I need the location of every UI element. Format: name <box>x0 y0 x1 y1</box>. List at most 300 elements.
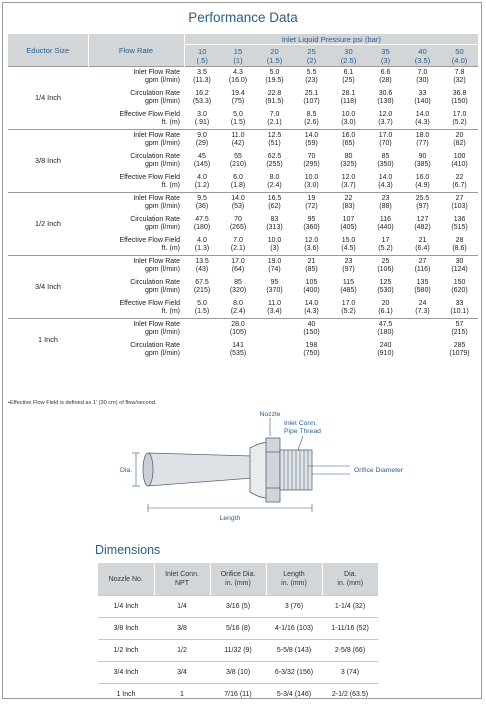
value-cell <box>184 319 220 340</box>
parameter-label: Effective Flow Field <box>88 237 180 245</box>
table-row <box>98 640 378 662</box>
parameter-unit: gpm (l/min) <box>88 77 180 85</box>
value-cell <box>367 88 404 109</box>
value-imperial: 4.3 <box>220 69 256 77</box>
value-cell <box>293 193 330 214</box>
value-imperial: 95 <box>256 279 293 287</box>
eductor-diagram <box>118 408 418 538</box>
parameter-label: Inlet Flow Rate <box>88 132 180 140</box>
value-metric: (70) <box>367 140 404 148</box>
value-metric: (295) <box>293 161 330 169</box>
value-cell <box>330 172 367 193</box>
value-cell <box>293 151 330 172</box>
parameter-unit: gpm (l/min) <box>88 161 180 169</box>
value-cell <box>220 151 256 172</box>
value-imperial: 57 <box>441 321 478 329</box>
eductor-size-header: Eductor Size <box>8 34 88 67</box>
pressure-bar: (3.5) <box>404 56 441 65</box>
value-metric: (215) <box>184 287 220 295</box>
value-cell <box>256 67 293 88</box>
value-metric: (313) <box>256 224 293 232</box>
value-metric: (215) <box>441 329 478 337</box>
value-metric: (11.3) <box>184 77 220 85</box>
value-metric: (105) <box>220 329 256 337</box>
pressure-bar: (1.5) <box>256 56 293 65</box>
pressure-psi: 25 <box>293 47 330 56</box>
parameter-label: Inlet Flow Rate <box>88 258 180 266</box>
value-imperial: 33 <box>441 300 478 308</box>
value-metric: (410) <box>441 161 478 169</box>
value-imperial: 12.0 <box>367 111 404 119</box>
value-imperial: 17.0 <box>367 132 404 140</box>
value-imperial: 15.0 <box>330 237 367 245</box>
value-imperial: 85 <box>367 153 404 161</box>
value-metric: (8.6) <box>441 245 478 253</box>
value-cell <box>220 130 256 151</box>
parameter-cell <box>88 298 184 319</box>
value-metric: (6.1) <box>367 308 404 316</box>
value-metric: (150) <box>441 98 478 106</box>
value-cell <box>441 214 478 235</box>
value-metric: (75) <box>220 98 256 106</box>
parameter-unit: ft. (m) <box>88 182 180 190</box>
value-cell <box>256 88 293 109</box>
header-line: in. (mm) <box>212 579 265 588</box>
value-imperial: 10.0 <box>256 237 293 245</box>
value-metric: (1.2) <box>184 182 220 190</box>
pressure-column-header <box>441 45 478 67</box>
value-metric: (405) <box>330 224 367 232</box>
value-imperial: 21 <box>293 258 330 266</box>
value-imperial: 11.0 <box>256 300 293 308</box>
pressure-psi: 30 <box>330 47 367 56</box>
value-imperial: 12.5 <box>256 132 293 140</box>
value-cell <box>441 193 478 214</box>
value-cell <box>184 193 220 214</box>
parameter-label: Circulation Rate <box>88 279 180 287</box>
value-cell <box>256 298 293 319</box>
table-row <box>8 256 478 277</box>
value-metric: (28) <box>367 77 404 85</box>
value-cell <box>404 193 441 214</box>
value-imperial: 14.0 <box>220 195 256 203</box>
value-metric: (210) <box>220 161 256 169</box>
value-imperial: 14.0 <box>404 111 441 119</box>
value-metric: (370) <box>256 287 293 295</box>
value-imperial: 22.8 <box>256 90 293 98</box>
value-imperial: 14.0 <box>293 300 330 308</box>
value-imperial: 150 <box>441 279 478 287</box>
header-line: Dia. <box>324 570 378 579</box>
value-cell <box>256 193 293 214</box>
value-metric: (.91) <box>184 119 220 127</box>
parameter-cell <box>88 151 184 172</box>
value-cell <box>293 256 330 277</box>
parameter-label: Inlet Flow Rate <box>88 195 180 203</box>
value-imperial: 25.1 <box>293 90 330 98</box>
value-metric: (103) <box>441 203 478 211</box>
value-cell <box>441 151 478 172</box>
value-metric: (5.2) <box>330 308 367 316</box>
dimensions-cell: 7/16 (11) <box>210 684 266 705</box>
value-imperial: 4.0 <box>184 237 220 245</box>
value-metric: (82) <box>441 140 478 148</box>
dimensions-cell: 3/8 (10) <box>210 662 266 684</box>
value-metric: (1.3) <box>184 245 220 253</box>
value-imperial: 90 <box>404 153 441 161</box>
dimensions-cell: 3/4 Inch <box>98 662 154 684</box>
dimensions-cell: 1/4 Inch <box>98 596 154 618</box>
pressure-bar: (3) <box>367 56 404 65</box>
dimensions-cell: 1-11/16 (52) <box>322 618 378 640</box>
pipe-thread-label: Pipe Thread <box>284 428 321 435</box>
table-row <box>98 662 378 684</box>
header-line: Length <box>268 570 321 579</box>
dimensions-cell: 1/2 <box>154 640 210 662</box>
value-metric: (124) <box>441 266 478 274</box>
parameter-cell <box>88 172 184 193</box>
value-cell <box>293 277 330 298</box>
value-cell <box>220 109 256 130</box>
dimensions-column-header <box>322 563 378 596</box>
value-cell <box>293 130 330 151</box>
value-metric: (65) <box>330 140 367 148</box>
dimensions-cell: 3/8 Inch <box>98 618 154 640</box>
value-imperial: 80 <box>330 153 367 161</box>
value-metric: (53) <box>220 203 256 211</box>
value-cell <box>330 256 367 277</box>
value-metric: (116) <box>404 266 441 274</box>
pressure-psi: 15 <box>220 47 256 56</box>
value-cell <box>404 88 441 109</box>
value-imperial: 18.0 <box>404 132 441 140</box>
value-imperial: 16.0 <box>330 132 367 140</box>
value-cell <box>184 172 220 193</box>
pressure-column-header <box>220 45 256 67</box>
value-cell <box>293 319 330 340</box>
value-imperial: 5.0 <box>220 111 256 119</box>
value-cell <box>367 130 404 151</box>
value-cell <box>330 235 367 256</box>
parameter-cell <box>88 340 184 361</box>
value-imperial: 67.5 <box>184 279 220 287</box>
value-imperial: 7.0 <box>256 111 293 119</box>
dimensions-cell: 1 Inch <box>98 684 154 705</box>
pressure-psi: 10 <box>185 47 221 56</box>
value-cell <box>293 67 330 88</box>
value-metric: (62) <box>256 203 293 211</box>
value-cell <box>441 277 478 298</box>
value-imperial: 25.5 <box>404 195 441 203</box>
value-metric: (360) <box>293 224 330 232</box>
value-cell <box>220 193 256 214</box>
pressure-psi: 35 <box>367 47 404 56</box>
parameter-cell <box>88 319 184 340</box>
value-cell <box>293 172 330 193</box>
value-cell <box>330 109 367 130</box>
dimensions-cell: 11/32 (9) <box>210 640 266 662</box>
dimensions-cell: 4-1/16 (103) <box>266 618 322 640</box>
value-metric: (910) <box>367 350 404 358</box>
value-cell <box>441 256 478 277</box>
value-cell <box>404 214 441 235</box>
value-cell <box>220 67 256 88</box>
value-cell <box>441 235 478 256</box>
table-row <box>8 319 478 340</box>
value-imperial: 198 <box>293 342 330 350</box>
parameter-unit: gpm (l/min) <box>88 203 180 211</box>
value-imperial: 9.0 <box>184 132 220 140</box>
value-imperial: 17.0 <box>220 258 256 266</box>
value-metric: (3.6) <box>293 245 330 253</box>
value-cell <box>330 340 367 361</box>
value-metric: (53.3) <box>184 98 220 106</box>
value-metric: (255) <box>256 161 293 169</box>
value-cell <box>293 340 330 361</box>
dimensions-cell: 5-5/8 (143) <box>266 640 322 662</box>
dimensions-cell: 2-5/8 (66) <box>322 640 378 662</box>
value-imperial: 83 <box>256 216 293 224</box>
value-metric: (85) <box>293 266 330 274</box>
value-metric: (107) <box>293 98 330 106</box>
eductor-outlet-shape <box>143 453 153 486</box>
value-metric: (30) <box>404 77 441 85</box>
value-cell <box>367 298 404 319</box>
flow-rate-header: Flow Rate <box>88 34 184 67</box>
value-imperial: 136 <box>441 216 478 224</box>
value-metric: (4.3) <box>367 182 404 190</box>
value-imperial: 107 <box>330 216 367 224</box>
value-metric: (2.1) <box>256 119 293 127</box>
value-cell <box>184 256 220 277</box>
value-cell <box>256 319 293 340</box>
value-imperial: 116 <box>367 216 404 224</box>
value-cell <box>404 109 441 130</box>
value-metric: (325) <box>330 161 367 169</box>
inlet-conn-label: Inlet Conn. <box>284 420 317 427</box>
parameter-label: Circulation Rate <box>88 342 180 350</box>
value-cell <box>367 193 404 214</box>
value-cell <box>256 340 293 361</box>
value-cell <box>367 172 404 193</box>
value-metric: (535) <box>220 350 256 358</box>
value-imperial: 28.0 <box>220 321 256 329</box>
value-metric: (2.4) <box>256 182 293 190</box>
value-imperial: 6.6 <box>367 69 404 77</box>
value-metric: (77) <box>404 140 441 148</box>
value-imperial: 7.8 <box>441 69 478 77</box>
dimensions-cell: 1/2 Inch <box>98 640 154 662</box>
pressure-header: Inlet Liquid Pressure psi (bar) <box>184 34 478 45</box>
length-label: Length <box>220 515 241 522</box>
value-imperial: 240 <box>367 342 404 350</box>
value-cell <box>367 151 404 172</box>
value-cell <box>441 67 478 88</box>
header-line: in. (mm) <box>268 579 321 588</box>
value-metric: (1.5) <box>184 308 220 316</box>
value-imperial: 3.0 <box>184 111 220 119</box>
dimensions-cell: 3 (74) <box>322 662 378 684</box>
parameter-label: Circulation Rate <box>88 90 180 98</box>
value-cell <box>256 256 293 277</box>
header-line: Inlet Conn. <box>156 570 209 579</box>
value-cell <box>441 319 478 340</box>
value-imperial: 70 <box>220 216 256 224</box>
value-cell <box>330 319 367 340</box>
value-cell <box>184 277 220 298</box>
value-cell <box>367 67 404 88</box>
value-imperial: 14.0 <box>293 132 330 140</box>
value-imperial: 8.5 <box>293 111 330 119</box>
value-cell <box>330 88 367 109</box>
value-imperial: 33 <box>404 90 441 98</box>
parameter-cell <box>88 277 184 298</box>
value-metric: (1.8) <box>220 182 256 190</box>
value-metric: (43) <box>184 266 220 274</box>
value-cell <box>256 214 293 235</box>
value-cell <box>404 151 441 172</box>
table-row <box>8 67 478 88</box>
parameter-cell <box>88 88 184 109</box>
value-imperial: 27 <box>441 195 478 203</box>
value-metric: (64) <box>220 266 256 274</box>
value-metric: (91.5) <box>256 98 293 106</box>
value-imperial: 7.0 <box>220 237 256 245</box>
value-metric: (10.1) <box>441 308 478 316</box>
parameter-cell <box>88 256 184 277</box>
value-cell <box>256 172 293 193</box>
value-metric: (51) <box>256 140 293 148</box>
value-imperial: 28.1 <box>330 90 367 98</box>
dimensions-column-header <box>266 563 322 596</box>
value-metric: (485) <box>330 287 367 295</box>
value-metric: (7.3) <box>404 308 441 316</box>
value-metric: (4.3) <box>404 119 441 127</box>
value-cell <box>441 298 478 319</box>
value-cell <box>220 319 256 340</box>
value-imperial: 115 <box>330 279 367 287</box>
pressure-column-header <box>330 45 367 67</box>
value-metric: (42) <box>220 140 256 148</box>
value-cell <box>220 256 256 277</box>
value-cell <box>330 214 367 235</box>
value-metric: (140) <box>404 98 441 106</box>
dia-label: Dia. <box>120 467 132 474</box>
dimensions-cell: 5/16 (8) <box>210 618 266 640</box>
value-cell <box>256 109 293 130</box>
parameter-cell <box>88 214 184 235</box>
value-cell <box>404 256 441 277</box>
value-imperial: 9.5 <box>184 195 220 203</box>
value-cell <box>367 340 404 361</box>
value-imperial: 6.0 <box>220 174 256 182</box>
parameter-label: Inlet Flow Rate <box>88 69 180 77</box>
value-imperial: 28 <box>441 237 478 245</box>
value-cell <box>220 214 256 235</box>
value-imperial: 27 <box>404 258 441 266</box>
value-imperial: 7.0 <box>404 69 441 77</box>
parameter-cell <box>88 109 184 130</box>
parameter-cell <box>88 130 184 151</box>
value-cell <box>404 172 441 193</box>
dimensions-cell: 1/4 <box>154 596 210 618</box>
header-line: in. (mm) <box>324 579 378 588</box>
value-metric: (3.4) <box>256 308 293 316</box>
value-imperial: 12.0 <box>293 237 330 245</box>
value-imperial: 10.0 <box>293 174 330 182</box>
value-imperial: 285 <box>441 342 478 350</box>
dimensions-cell: 3/16 (5) <box>210 596 266 618</box>
value-metric: (3.0) <box>293 182 330 190</box>
value-imperial: 22 <box>330 195 367 203</box>
value-cell <box>404 319 441 340</box>
dimensions-cell: 3 (76) <box>266 596 322 618</box>
value-imperial: 5.0 <box>256 69 293 77</box>
pressure-column-header <box>367 45 404 67</box>
dimensions-cell: 1 <box>154 684 210 705</box>
pressure-bar: (2) <box>293 56 330 65</box>
value-cell <box>367 256 404 277</box>
parameter-unit: gpm (l/min) <box>88 140 180 148</box>
value-metric: (530) <box>367 287 404 295</box>
dimensions-table <box>98 563 378 705</box>
header-line: NPT <box>156 579 209 588</box>
value-metric: (180) <box>367 329 404 337</box>
table-row <box>8 130 478 151</box>
value-cell <box>184 298 220 319</box>
value-imperial: 20 <box>367 300 404 308</box>
value-metric: (5.2) <box>441 119 478 127</box>
value-metric: (19.5) <box>256 77 293 85</box>
value-metric: (440) <box>367 224 404 232</box>
value-metric: (1.5) <box>220 119 256 127</box>
parameter-label: Inlet Flow Rate <box>88 321 180 329</box>
value-metric: (5.2) <box>367 245 404 253</box>
value-imperial: 85 <box>220 279 256 287</box>
value-imperial: 62.5 <box>256 153 293 161</box>
value-metric: (400) <box>293 287 330 295</box>
value-imperial: 16.2 <box>184 90 220 98</box>
value-cell <box>404 130 441 151</box>
parameter-label: Circulation Rate <box>88 153 180 161</box>
table-row <box>98 596 378 618</box>
value-cell <box>220 298 256 319</box>
value-imperial: 20 <box>441 132 478 140</box>
value-metric: (3.0) <box>330 119 367 127</box>
value-cell <box>184 340 220 361</box>
table-row <box>98 618 378 640</box>
value-cell <box>330 193 367 214</box>
page-title: Performance Data <box>0 10 486 25</box>
eductor-hex-shape <box>266 438 280 502</box>
value-cell <box>441 172 478 193</box>
pressure-column-header <box>256 45 293 67</box>
value-metric: (3.7) <box>367 119 404 127</box>
value-cell <box>367 235 404 256</box>
value-imperial: 25 <box>367 258 404 266</box>
value-imperial: 23 <box>367 195 404 203</box>
value-cell <box>441 130 478 151</box>
value-imperial: 8.0 <box>220 300 256 308</box>
pressure-column-header <box>184 45 220 67</box>
value-metric: (118) <box>330 98 367 106</box>
value-metric: (2.4) <box>220 308 256 316</box>
parameter-label: Circulation Rate <box>88 216 180 224</box>
value-metric: (620) <box>441 287 478 295</box>
value-metric: (3) <box>256 245 293 253</box>
dimensions-column-header <box>210 563 266 596</box>
value-cell <box>404 67 441 88</box>
